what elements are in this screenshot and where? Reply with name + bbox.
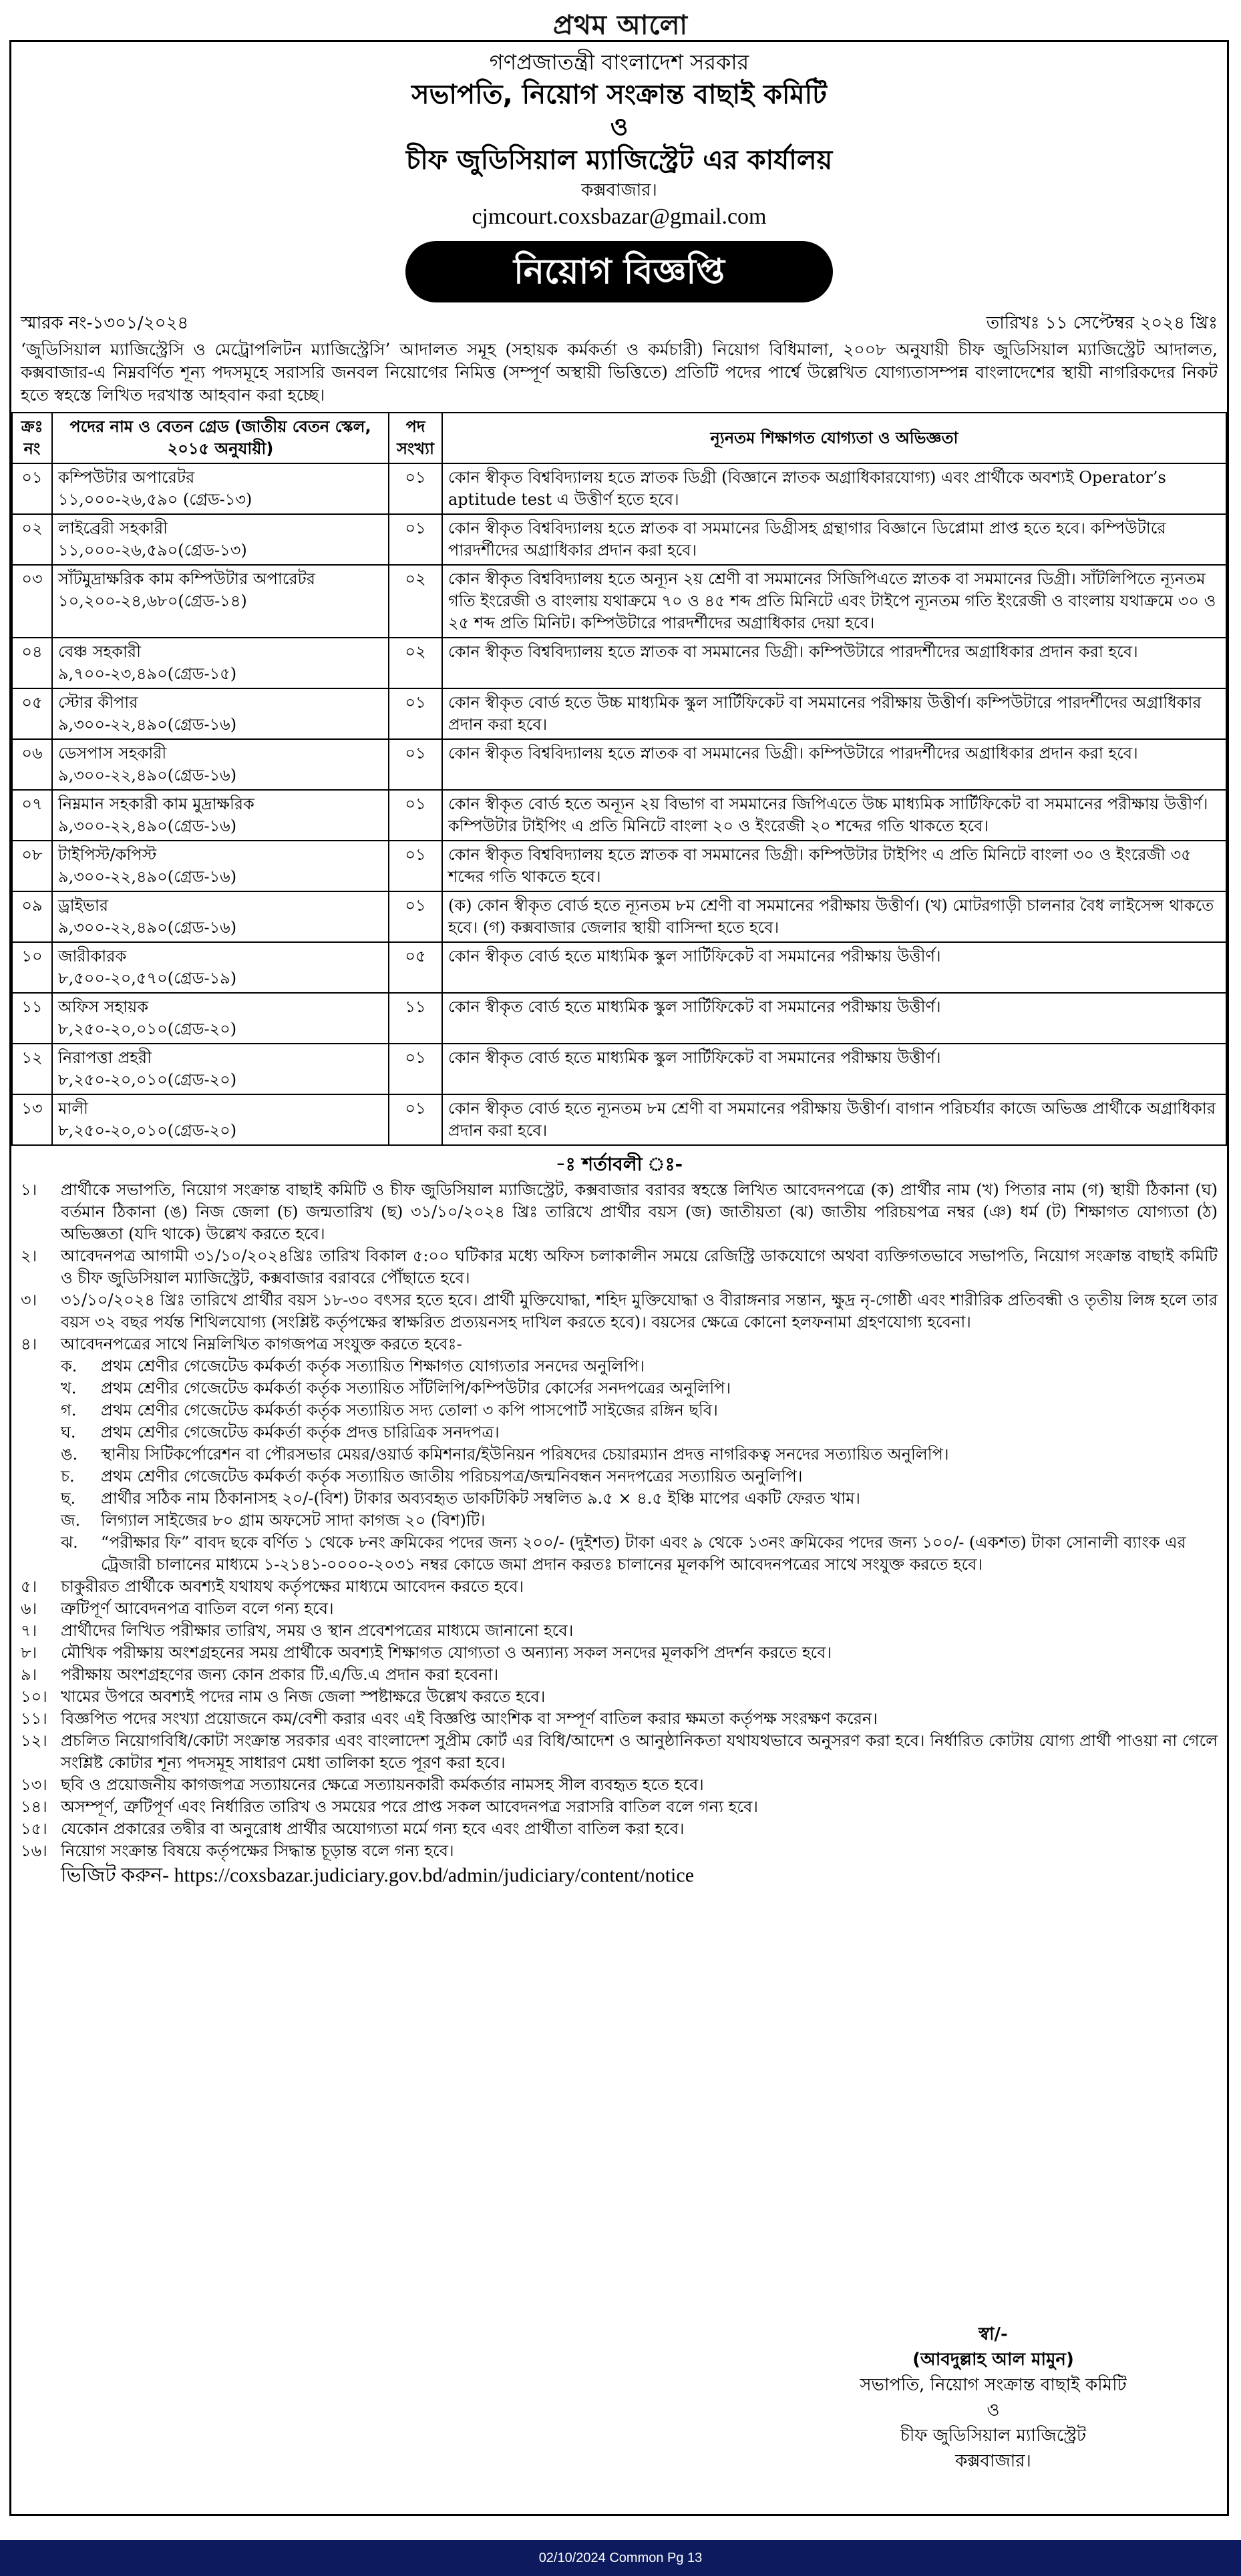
- condition-item: [21, 1818, 1218, 1840]
- header-count: পদ সংখ্যা: [389, 413, 442, 463]
- header-post: পদের নাম ও বেতন গ্রেড (জাতীয় বেতন স্কেল, ২০১৫ অনুযায়ী): [52, 413, 389, 463]
- row-qualification: কোন স্বীকৃত বোর্ড হতে অন্যূন ২য় বিভাগ বা সমমানের জিপিএতে উচ্চ মাধ্যমিক সার্টিফিকেট বা সমমানের পরীক্ষায় উত্তীর্ণ। কম্পিউটার টাইপিং এ প্রতি মিনিটে বাংলা ২০ ও ইংরেজী ২০ শব্দের গতি থাকতে হবে।: [442, 790, 1226, 841]
- item-number: ১০।: [21, 1687, 47, 1706]
- item-number: ৬।: [21, 1599, 37, 1618]
- condition-item: [21, 1642, 1218, 1664]
- row-qualification: কোন স্বীকৃত বোর্ড হতে মাধ্যমিক স্কুল সার্টিফিকেট বা সমমানের পরীক্ষায় উত্তীর্ণ।: [442, 993, 1226, 1044]
- posts-table-body: [12, 463, 1226, 1145]
- row-qualification: কোন স্বীকৃত বোর্ড হতে উচ্চ মাধ্যমিক স্কুল সার্টিফিকেট বা সমমানের পরীক্ষায় উত্তীর্ণ। কম্পিউটারে পারদর্শীদের অগ্রাধিকার প্রদান করা হবে।: [442, 688, 1226, 739]
- notice-header: [11, 42, 1227, 232]
- item-number: ১১।: [21, 1709, 47, 1728]
- item-text: “পরীক্ষার ফি” বাবদ ছকে বর্ণিত ১ থেকে ৮নং ক্রমিকের পদের জন্য ২০০/- (দুইশত) টাকা এবং ৯ থেকে ১৩নং ক্রমিকের পদের জন্য ১০০/- (একশত) টাকা সোনালী ব্যাংক এর ট্রেজারী চালানের মাধ্যমে ১-২১৪১-০০০০-২০৩১ নম্বর কোডে জমা প্রদান করতঃ চালানের মূলকপি আবেদনপত্রের সাথে সংযুক্ত করতে হবে।: [101, 1533, 1186, 1574]
- item-number: ছ.: [61, 1489, 76, 1508]
- condition-item: [21, 1774, 1218, 1796]
- table-row: [12, 739, 1226, 790]
- item-number: ২।: [21, 1247, 37, 1265]
- visit-link[interactable]: ভিজিট করুন- https://coxsbazar.judiciary.gov.bd/admin/judiciary/content/notice: [61, 1864, 695, 1886]
- notice-title: নিয়োগ বিজ্ঞপ্তি: [405, 241, 833, 302]
- item-number: খ.: [61, 1379, 77, 1398]
- row-count: ০১: [389, 739, 442, 790]
- signatory-line3: চীফ জুডিসিয়াল ম্যাজিস্ট্রেট: [900, 2426, 1087, 2446]
- item-text: অসম্পূর্ণ, ত্রুটিপূর্ণ এবং নির্ধারিত তারিখ ও সময়ের পরে প্রাপ্ত সকল আবেদনপত্র সরাসরি বাতিল বলে গন্য হবে।: [61, 1797, 758, 1816]
- notice-date: তারিখঃ ১১ সেপ্টেম্বর ২০২৪ খ্রিঃ: [986, 313, 1218, 333]
- condition-item: [21, 1179, 1218, 1245]
- attachment-item: [21, 1532, 1218, 1576]
- attachment-item: [21, 1400, 1218, 1422]
- row-post: [52, 638, 389, 688]
- item-text: প্রথম শ্রেণীর গেজেটেড কর্মকর্তা কর্তৃক সত্যায়িত সদ্য তোলা ৩ কপি পাসপোর্ট সাইজের রঙ্গিন ছবি।: [101, 1401, 718, 1420]
- item-number: ১৫।: [21, 1819, 47, 1838]
- item-text: প্রথম শ্রেণীর গেজেটেড কর্মকর্তা কর্তৃক সত্যায়িত সাঁটলিপি/কম্পিউটার কোর্সের সনদপত্রের অনুলিপি।: [101, 1379, 731, 1398]
- row-post-name: নিরাপত্তা প্রহরী: [58, 1048, 152, 1067]
- condition-item: [21, 1620, 1218, 1642]
- newspaper-masthead: [0, 0, 1241, 39]
- row-post-scale: ৯,৭০০-২৩,৪৯০(গ্রেড-১৫): [58, 664, 237, 683]
- row-post-name: বেঞ্চ সহকারী: [58, 642, 141, 661]
- notice-frame: [9, 40, 1229, 2516]
- item-number: গ.: [61, 1401, 77, 1420]
- row-post: [52, 688, 389, 739]
- header-line4: চীফ জুডিসিয়াল ম্যাজিস্ট্রেট এর কার্যালয়: [405, 145, 833, 176]
- item-text: স্থানীয় সিটিকর্পোরেশন বা পৌরসভার মেয়র/ওয়ার্ড কমিশনার/ইউনিয়ন পরিষদের চেয়ারম্যান প্রদত্ত নাগরিকত্ব সনদের সত্যায়িত অনুলিপি।: [101, 1445, 949, 1464]
- row-post-name: ড্রাইভার: [58, 896, 109, 915]
- attachment-item: [21, 1355, 1218, 1377]
- item-text: প্রার্থীকে সভাপতি, নিয়োগ সংক্রান্ত বাছাই কমিটি ও চীফ জুডিসিয়াল ম্যাজিস্ট্রেট, কক্সবাজার বরাবর স্বহস্তে লিখিত আবেদনপত্রে (ক) প্রার্থীর নাম (খ) পিতার নাম (গ) স্থায়ী ঠিকানা (ঘ) বর্তমান ঠিকানা (ঙ) নিজ জেলা (চ) জন্মতারিখ (ছ) ৩১/১০/২০২৪ খ্রিঃ তারিখে প্রার্থীর বয়স (জ) জাতীয়তা (ঝ) জাতীয় পরিচয়পত্র নম্বর (ঞ) ধর্ম (ট) শিক্ষাগত যোগ্যতা (ঠ) অভিজ্ঞতা (যদি থাকে) উল্লেখ করতে হবে।: [61, 1180, 1218, 1243]
- row-count: ১১: [389, 993, 442, 1044]
- row-count: ০১: [389, 514, 442, 565]
- row-post-name: সাঁটমুদ্রাক্ষরিক কাম কম্পিউটার অপারেটর: [58, 570, 315, 588]
- row-serial: ০৩: [12, 565, 52, 638]
- row-post: [52, 1094, 389, 1145]
- attachment-item: [21, 1377, 1218, 1400]
- row-count: ০২: [389, 638, 442, 688]
- row-post: [52, 942, 389, 993]
- header-line5: কক্সবাজার।: [581, 180, 657, 200]
- condition-item: [21, 1840, 1218, 1862]
- row-post-name: টাইপিস্ট/কপিস্ট: [58, 845, 157, 864]
- attachment-item: [21, 1422, 1218, 1444]
- row-post-scale: ৯,৩০০-২২,৪৯০(গ্রেড-১৬): [58, 766, 237, 785]
- attachments-list: [21, 1355, 1218, 1576]
- signature-block: [786, 2322, 1200, 2474]
- signatory-line4: কক্সবাজার।: [955, 2451, 1031, 2471]
- row-serial: ০২: [12, 514, 52, 565]
- row-post-name: ডেসপাস সহকারী: [58, 744, 167, 763]
- item-number: ৪।: [21, 1335, 37, 1353]
- row-post-name: অফিস সহায়ক: [58, 998, 149, 1016]
- item-number: ঙ.: [61, 1445, 78, 1464]
- item-text: প্রথম শ্রেণীর গেজেটেড কর্মকর্তা কর্তৃক প্রদত্ত চারিত্রিক সনদপত্র।: [101, 1423, 500, 1442]
- item-number: ৭।: [21, 1621, 37, 1640]
- attachment-item: [21, 1510, 1218, 1532]
- row-serial: ০৪: [12, 638, 52, 688]
- row-qualification: কোন স্বীকৃত বোর্ড হতে ন্যূনতম ৮ম শ্রেণী বা সমমানের পরীক্ষায় উত্তীর্ণ। বাগান পরিচর্যার কাজে অভিজ্ঞ প্রার্থীকে অগ্রাধিকার প্রদান করা হবে।: [442, 1094, 1226, 1145]
- row-post-scale: ৯,৩০০-২২,৪৯০(গ্রেড-১৬): [58, 817, 237, 835]
- table-row: [12, 942, 1226, 993]
- row-post: [52, 463, 389, 514]
- posts-table: [11, 412, 1227, 1146]
- item-text: আবেদনপত্র আগামী ৩১/১০/২০২৪খ্রিঃ তারিখ বিকাল ৫:০০ ঘটিকার মধ্যে অফিস চলাকালীন সময়ে রেজিস্ট্রি ডাকযোগে অথবা ব্যক্তিগতভাবে সভাপতি, নিয়োগ সংক্রান্ত বাছাই কমিটি ও চীফ জুডিসিয়াল ম্যাজিস্ট্রেট, কক্সবাজার বরাবরে পৌঁছাতে হবে।: [61, 1247, 1218, 1287]
- table-row: [12, 565, 1226, 638]
- row-count: ০১: [389, 688, 442, 739]
- row-post: [52, 514, 389, 565]
- row-count: ০১: [389, 891, 442, 942]
- row-qualification: কোন স্বীকৃত বিশ্ববিদ্যালয় হতে স্নাতক ডিগ্রী (বিজ্ঞানে স্নাতক অগ্রাধিকারযোগ্য) এবং প্রার্থীকে অবশ্যই Operator’s aptitude test এ উত্তীর্ণ হতে হবে।: [442, 463, 1226, 514]
- signature-mark: স্বা/-: [979, 2324, 1008, 2344]
- condition-item: [21, 1730, 1218, 1774]
- row-post-name: জারীকারক: [58, 947, 127, 965]
- item-number: ঝ.: [61, 1533, 78, 1552]
- row-post-scale: ৮,৫০০-২০,৫৭০(গ্রেড-১৯): [58, 969, 237, 988]
- header-qualification: ন্যূনতম শিক্ষাগত যোগ্যতা ও অভিজ্ঞতা: [442, 413, 1226, 463]
- row-serial: ১১: [12, 993, 52, 1044]
- condition-item: [21, 1708, 1218, 1730]
- item-text: পরীক্ষায় অংশগ্রহণের জন্য কোন প্রকার টি.এ/ডি.এ প্রদান করা হবেনা।: [61, 1665, 499, 1684]
- row-count: ০১: [389, 1044, 442, 1094]
- item-number: ঘ.: [61, 1423, 76, 1442]
- signatory-line2: ও: [987, 2400, 1000, 2420]
- item-number: ১৩।: [21, 1775, 47, 1794]
- item-text: নিয়োগ সংক্রান্ত বিষয়ে কর্তৃপক্ষের সিদ্ধান্ত চূড়ান্ত বলে গন্য হবে।: [61, 1842, 454, 1860]
- item-text: ৩১/১০/২০২৪ খ্রিঃ তারিখে প্রার্থীর বয়স ১৮-৩০ বৎসর হতে হবে। প্রার্থী মুক্তিযোদ্ধা, শহিদ মুক্তিযোদ্ধা ও বীরাঙ্গনার সন্তান, ক্ষুদ্র নৃ-গোষ্ঠী এবং শারীরিক প্রতিবন্ধী ও তৃতীয় লিঙ্গ হলে তার বয়স ৩২ বছর পর্যন্ত শিথিলযোগ্য (সংশ্লিষ্ট কর্তৃপক্ষের স্বাক্ষরিত প্রত্যয়নসহ দাখিল করতে হবে)। বয়সের ক্ষেত্রে কোনো হলফনামা গ্রহণযোগ্য হবেনা।: [61, 1291, 1218, 1331]
- row-qualification: কোন স্বীকৃত বিশ্ববিদ্যালয় হতে স্নাতক বা সমমানের ডিগ্রীসহ গ্রন্থাগার বিজ্ঞানে ডিপ্লোমা প্রাপ্ত হতে হবে। কম্পিউটারে পারদর্শীদের অগ্রাধিকার প্রদান করা হবে।: [442, 514, 1226, 565]
- condition-item: [21, 1664, 1218, 1686]
- item-number: ১৪।: [21, 1797, 47, 1816]
- condition-item: [21, 1796, 1218, 1818]
- row-serial: ১২: [12, 1044, 52, 1094]
- row-post-scale: ৯,৩০০-২২,৪৯০(গ্রেড-১৬): [58, 715, 237, 734]
- item-number: ৫।: [21, 1577, 37, 1596]
- row-post-name: স্টোর কীপার: [58, 693, 138, 712]
- table-row: [12, 1044, 1226, 1094]
- item-text: মৌখিক পরীক্ষায় অংশগ্রহনের সময় প্রার্থীকে অবশ্যই শিক্ষাগত যোগ্যতা ও অন্যান্য সকল সনদের মূলকপি প্রদর্শন করতে হবে।: [61, 1643, 832, 1662]
- row-post: [52, 891, 389, 942]
- row-serial: ০৯: [12, 891, 52, 942]
- row-qualification: কোন স্বীকৃত বিশ্ববিদ্যালয় হতে স্নাতক বা সমমানের ডিগ্রী। কম্পিউটারে পারদর্শীদের অগ্রাধিকার প্রদান করা হবে।: [442, 739, 1226, 790]
- table-row: [12, 514, 1226, 565]
- row-post-name: মালী: [58, 1099, 89, 1118]
- row-count: ০১: [389, 790, 442, 841]
- row-serial: ০১: [12, 463, 52, 514]
- row-post-scale: ৮,২৫০-২০,০১০(গ্রেড-২০): [58, 1020, 237, 1038]
- row-post-scale: ১০,২০০-২৪,৬৮০(গ্রেড-১৪): [58, 592, 247, 610]
- item-text: প্রথম শ্রেণীর গেজেটেড কর্মকর্তা কর্তৃক সত্যায়িত জাতীয় পরিচয়পত্র/জন্মনিবন্ধন সনদপত্রের সত্যায়িত অনুলিপি।: [101, 1467, 803, 1486]
- intro-paragraph: ‘জুডিসিয়াল ম্যাজিস্ট্রেসি ও মেট্রোপলিটন ম্যাজিস্ট্রেসি’ আদালত সমূহ (সহায়ক কর্মকর্তা ও কর্মচারী) নিয়োগ বিধিমালা, ২০০৮ অনুযায়ী চীফ জুডিসিয়াল ম্যাজিস্ট্রেট আদালত, কক্সবাজার-এ নিম্নবর্ণিত শূন্য পদসমূহে সরাসরি জনবল নিয়োগের নিমিত্ত (সম্পূর্ণ অস্থায়ী ভিত্তিতে) প্রতিটি পদের পার্শ্বে উল্লেখিত যোগ্যতাসম্পন্ন বাংলাদেশের স্থায়ী নাগরিকদের নিকট হতে স্বহস্তে লিখিত দরখাস্ত আহবান করা হচ্ছে।: [21, 340, 1218, 405]
- header-line2: সভাপতি, নিয়োগ সংক্রান্ত বাছাই কমিটি: [411, 79, 827, 110]
- table-row: [12, 688, 1226, 739]
- row-qualification: কোন স্বীকৃত বিশ্ববিদ্যালয় হতে অন্যূন ২য় শ্রেণী বা সমমানের সিজিপিএতে স্নাতক বা সমমানের ডিগ্রী। সাঁটলিপিতে ন্যূনতম গতি ইংরেজী ও বাংলায় যথাক্রমে ৭০ ও ৪৫ শব্দ প্রতি মিনিটে এবং টাইপে ন্যূনতম গতি ইংরেজী ও বাংলায় যথাক্রমে ৩০ ও ২৫ শব্দ প্রতি মিনিট। কম্পিউটারে পারদর্শীদের অগ্রাধিকার দেয়া হবে।: [442, 565, 1226, 638]
- item-text: যেকোন প্রকারের তদ্বীর বা অনুরোধ প্রার্থীর অযোগ্যতা মর্মে গন্য হবে এবং প্রার্থীতা বাতিল করা হবে।: [61, 1819, 685, 1838]
- item-text: ছবি ও প্রয়োজনীয় কাগজপত্র সত্যায়নের ক্ষেত্রে সত্যায়নকারী কর্মকর্তার নামসহ সীল ব্যবহৃত হতে হবে।: [61, 1775, 704, 1794]
- item-text: বিজ্ঞপিত পদের সংখ্যা প্রয়োজনে কম/বেশী করার এবং এই বিজ্ঞপ্তি আংশিক বা সম্পূর্ণ বাতিল করার ক্ষমতা কর্তৃপক্ষ সংরক্ষণ করেন।: [61, 1709, 878, 1728]
- item-number: জ.: [61, 1511, 81, 1530]
- row-count: ০৫: [389, 942, 442, 993]
- row-post: [52, 993, 389, 1044]
- row-serial: ১০: [12, 942, 52, 993]
- header-line1: গণপ্রজাতন্ত্রী বাংলাদেশ সরকার: [489, 49, 749, 75]
- condition-item: [21, 1576, 1218, 1598]
- row-count: ০২: [389, 565, 442, 638]
- table-row: [12, 891, 1226, 942]
- row-post-scale: ১১,০০০-২৬,৫৯০(গ্রেড-১৩): [58, 541, 247, 560]
- conditions-list: [11, 1179, 1227, 1862]
- row-post-name: কম্পিউটার অপারেটর: [58, 468, 195, 487]
- row-post: [52, 790, 389, 841]
- conditions-part2: [21, 1576, 1218, 1862]
- condition-item: [21, 1598, 1218, 1620]
- condition-item: [21, 1686, 1218, 1708]
- row-post: [52, 1044, 389, 1094]
- item-text: ত্রুটিপূর্ণ আবেদনপত্র বাতিল বলে গন্য হবে।: [61, 1599, 334, 1618]
- row-serial: ০৮: [12, 841, 52, 891]
- memo-number: স্মারক নং-১৩০১/২০২৪: [21, 313, 189, 333]
- attachment-item: [21, 1466, 1218, 1488]
- table-row: [12, 841, 1226, 891]
- header-line3: ও: [610, 114, 629, 141]
- signatory-line1: সভাপতি, নিয়োগ সংক্রান্ত বাছাই কমিটি: [860, 2375, 1127, 2395]
- row-serial: ০৭: [12, 790, 52, 841]
- header-email: cjmcourt.coxsbazar@gmail.com: [472, 204, 767, 229]
- table-row: [12, 790, 1226, 841]
- row-count: ০১: [389, 463, 442, 514]
- row-post-scale: ৯,৩০০-২২,৪৯০(গ্রেড-১৬): [58, 918, 237, 937]
- item-text: চাকুরীরত প্রার্থীকে অবশ্যই যথাযথ কর্তৃপক্ষের মাধ্যমে আবেদন করতে হবে।: [61, 1577, 524, 1596]
- attachment-item: [21, 1488, 1218, 1510]
- item-number: ১২।: [21, 1731, 47, 1750]
- row-serial: ১৩: [12, 1094, 52, 1145]
- attachment-item: [21, 1444, 1218, 1466]
- row-serial: ০৫: [12, 688, 52, 739]
- condition-item: [21, 1245, 1218, 1289]
- row-post-name: নিম্নমান সহকারী কাম মুদ্রাক্ষরিক: [58, 795, 254, 813]
- table-row: [12, 993, 1226, 1044]
- row-post: [52, 565, 389, 638]
- table-row: [12, 463, 1226, 514]
- item-number: ১।: [21, 1180, 37, 1199]
- row-post-scale: ৯,৩০০-২২,৪৯০(গ্রেড-১৬): [58, 867, 237, 886]
- row-post-scale: ৮,২৫০-২০,০১০(গ্রেড-২০): [58, 1121, 237, 1140]
- condition-item: [21, 1333, 1218, 1355]
- table-row: [12, 1094, 1226, 1145]
- conditions-title: -ঃ শর্তাবলী ঃ-: [555, 1153, 683, 1175]
- item-text: আবেদনপত্রের সাথে নিম্নলিখিত কাগজপত্র সংযুক্ত করতে হবেঃ-: [61, 1335, 462, 1353]
- newspaper-logo: প্রথম আলো: [552, 10, 689, 41]
- table-header-row: [12, 413, 1226, 463]
- row-qualification: কোন স্বীকৃত বোর্ড হতে মাধ্যমিক স্কুল সার্টিফিকেট বা সমমানের পরীক্ষায় উত্তীর্ণ।: [442, 1044, 1226, 1094]
- row-count: ০১: [389, 1094, 442, 1145]
- row-qualification: কোন স্বীকৃত বিশ্ববিদ্যালয় হতে স্নাতক বা সমমানের ডিগ্রী। কম্পিউটার টাইপিং এ প্রতি মিনিটে বাংলা ৩০ ও ইংরেজী ৩৫ শব্দের গতি থাকতে হবে।: [442, 841, 1226, 891]
- page-footer: 02/10/2024 Common Pg 13: [0, 2540, 1241, 2576]
- row-qualification: কোন স্বীকৃত বিশ্ববিদ্যালয় হতে স্নাতক বা সমমানের ডিগ্রী। কম্পিউটারে পারদর্শীদের অগ্রাধিকার প্রদান করা হবে।: [442, 638, 1226, 688]
- row-count: ০১: [389, 841, 442, 891]
- item-number: ৮।: [21, 1643, 37, 1662]
- item-text: প্রার্থীদের লিখিত পরীক্ষার তারিখ, সময় ও স্থান প্রবেশপত্রের মাধ্যমে জানানো হবে।: [61, 1621, 574, 1640]
- table-row: [12, 638, 1226, 688]
- signatory-name: (আবদুল্লাহ আল মামুন): [912, 2350, 1074, 2370]
- item-number: চ.: [61, 1467, 75, 1486]
- header-serial: ক্রঃ নং: [12, 413, 52, 463]
- item-number: ৯।: [21, 1665, 37, 1684]
- item-text: প্রথম শ্রেণীর গেজেটেড কর্মকর্তা কর্তৃক সত্যায়িত শিক্ষাগত যোগ্যতার সনদের অনুলিপি।: [101, 1357, 645, 1375]
- row-post: [52, 739, 389, 790]
- row-qualification: কোন স্বীকৃত বোর্ড হতে মাধ্যমিক স্কুল সার্টিফিকেট বা সমমানের পরীক্ষায় উত্তীর্ণ।: [442, 942, 1226, 993]
- row-post: [52, 841, 389, 891]
- item-text: প্রচলিত নিয়োগবিধি/কোটা সংক্রান্ত সরকার এবং বাংলাদেশ সুপ্রীম কোর্ট এর বিধি/আদেশ ও আনুষ্ঠানিকতা যথাযথভাবে অনুসরণ করা হবে। নির্ধারিত কোটায় যোগ্য প্রার্থী পাওয়া না গেলে সংশ্লিষ্ট কোটার শূন্য পদসমূহ সাধারণ মেধা তালিকা হতে পূরণ করা হবে।: [61, 1731, 1218, 1772]
- row-post-name: লাইব্রেরী সহকারী: [58, 519, 168, 538]
- conditions-part1: [21, 1179, 1218, 1355]
- row-post-scale: ৮,২৫০-২০,০১০(গ্রেড-২০): [58, 1070, 237, 1089]
- reference-line: [11, 302, 1227, 335]
- item-text: লিগ্যাল সাইজের ৮০ গ্রাম অফসেট সাদা কাগজ ২০ (বিশ)টি।: [101, 1511, 486, 1530]
- item-text: খামের উপরে অবশ্যই পদের নাম ও নিজ জেলা স্পষ্টাক্ষরে উল্লেখ করতে হবে।: [61, 1687, 546, 1706]
- item-text: প্রার্থীর সঠিক নাম ঠিকানাসহ ২০/-(বিশ) টাকার অব্যবহৃত ডাকটিকিট সম্বলিত ৯.৫ × ৪.৫ ইঞ্চি মাপের একটি ফেরত খাম।: [101, 1489, 860, 1508]
- item-number: ১৬।: [21, 1842, 47, 1860]
- row-serial: ০৬: [12, 739, 52, 790]
- row-qualification: (ক) কোন স্বীকৃত বোর্ড হতে ন্যূনতম ৮ম শ্রেণী বা সমমানের পরীক্ষায় উত্তীর্ণ। (খ) মোটরগাড়ী চালনার বৈধ লাইসেন্স থাকতে হবে। (গ) কক্সবাজার জেলার স্থায়ী বাসিন্দা হতে হবে।: [442, 891, 1226, 942]
- item-number: ৩।: [21, 1291, 37, 1309]
- condition-item: [21, 1289, 1218, 1333]
- row-post-scale: ১১,০০০-২৬,৫৯০ (গ্রেড-১৩): [58, 490, 252, 509]
- item-number: ক.: [61, 1357, 77, 1375]
